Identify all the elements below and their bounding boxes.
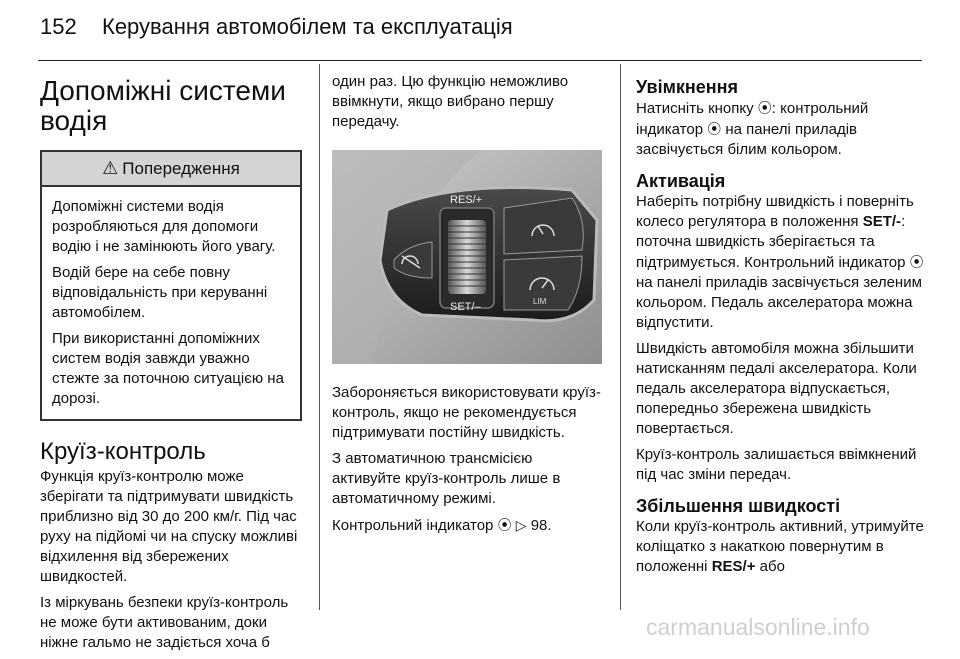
res-label: RES/+ <box>450 194 483 206</box>
paragraph: З автоматичною трансмісією активуйте круїз-контроль лише в автоматичному режимі. <box>332 450 561 507</box>
watermark: carmanualsonline.info <box>646 614 870 640</box>
page-header <box>40 14 513 40</box>
subheading-activation: Активація <box>636 171 726 191</box>
paragraph: Швидкість автомобіля можна збільшити натисканням педалі акселератора. Коли педаль акселератора відпускається, попередньо збережена швидкість повертається. <box>636 340 917 437</box>
paragraph: Із міркувань безпеки круїз-контроль не може бути активованим, доки ніжне гальмо не задіється хоча б <box>40 594 289 651</box>
subheading-increase-speed: Збільшення швидкості <box>636 496 841 516</box>
paragraph: один раз. Цю функцію неможливо ввімкнути, якщо вибрано першу передачу. <box>332 73 569 130</box>
column-middle <box>332 64 604 542</box>
steering-wheel-controls-image <box>332 150 602 364</box>
column-right <box>636 64 926 583</box>
section-heading-cruise-control: Круїз-контроль <box>40 438 206 465</box>
warning-title: Попередження <box>122 159 240 178</box>
warning-text: При використанні допоміжних систем водія завжди уважно стежте за поточною ситуацією на дорозі. <box>52 330 284 407</box>
paragraph: Забороняється використовувати круїз-контроль, якщо не рекомендується підтримувати постійну швидкість. <box>332 384 601 441</box>
warning-triangle-icon: ⚠ <box>102 158 119 178</box>
chapter-title: Керування автомобілем та експлуатація <box>102 14 513 39</box>
column-divider <box>319 64 320 610</box>
column-divider <box>620 64 621 610</box>
cruise-control-indicator-icon: ⦿ <box>757 100 772 116</box>
paragraph: Функція круїз-контролю може зберігати та підтримувати швидкість приблизно від 30 до 200 км/г. Під час руху на підйомі чи на спуску можливі відхилення від збережених швидкостей. <box>40 468 298 585</box>
paragraph: Натисніть кнопку ⦿: контрольний індикатор ⦿ на панелі приладів засвічується білим кольором. <box>636 100 869 158</box>
header-rule <box>38 60 922 61</box>
warning-box <box>40 150 302 421</box>
warning-header <box>42 152 300 187</box>
page-number: 152 <box>40 14 77 39</box>
cruise-control-indicator-icon: ⦿ <box>707 121 722 137</box>
cruise-control-indicator-icon: ⦿ <box>497 517 512 533</box>
warning-body <box>42 187 300 419</box>
cruise-control-indicator-icon: ⦿ <box>909 254 924 270</box>
warning-text: Допоміжні системи водія розробляються для допомоги водію і не замінюють його увагу. <box>52 198 276 255</box>
reference-arrow-icon: ▷ <box>515 517 527 533</box>
set-label: SET/– <box>450 301 481 313</box>
subheading-on: Увімкнення <box>636 77 739 97</box>
column-left <box>40 64 302 659</box>
paragraph: Контрольний індикатор ⦿ ▷ 98. <box>332 517 552 534</box>
warning-text: Водій бере на себе повну відповідальність при керуванні автомобілем. <box>52 264 268 321</box>
section-heading-driver-assist: Допоміжні системи водія <box>40 75 286 136</box>
lim-label: LIM <box>533 297 547 306</box>
paragraph: Наберіть потрібну швидкість і поверніть колесо регулятора в положення SET/-: поточна швидкість зберігається та підтримується. Контрольний індикатор ⦿ на панелі приладів засвічується зеленим кольором. Педаль акселератора можна відпустити. <box>636 193 924 331</box>
paragraph: Коли круїз-контроль активний, утримуйте коліщатко з накаткою повернутим в положенні RES/+ або <box>636 518 924 575</box>
paragraph: Круїз-контроль залишається ввімкнений під час зміни передач. <box>636 446 917 483</box>
